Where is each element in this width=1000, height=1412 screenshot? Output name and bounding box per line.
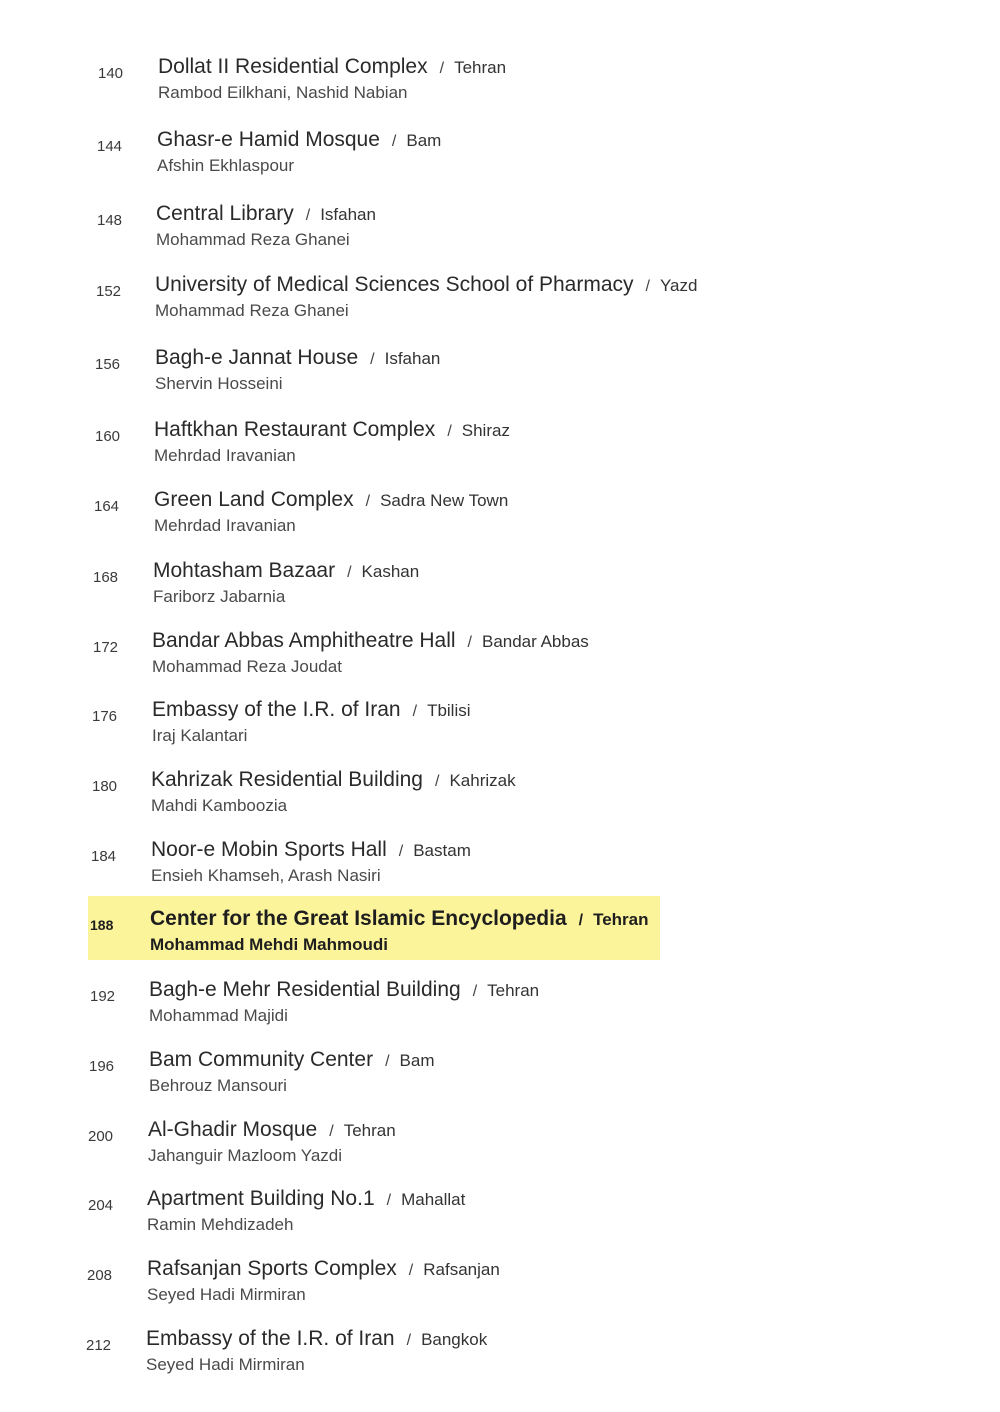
architect-name: Ensieh Khamseh, Arash Nasiri <box>151 866 381 885</box>
project-title: Bandar Abbas Amphitheatre Hall <box>152 629 456 652</box>
project-title: Dollat II Residential Complex <box>158 55 428 78</box>
city-name: Shiraz <box>461 421 510 440</box>
architect-name: Mehrdad Iravanian <box>154 446 296 465</box>
entry-title-line <box>150 907 649 931</box>
project-title: Apartment Building No.1 <box>147 1187 375 1210</box>
separator: / <box>408 1262 414 1279</box>
separator: / <box>329 1123 334 1140</box>
project-title: Al-Ghadir Mosque <box>148 1118 318 1141</box>
entry-title-line <box>153 559 419 583</box>
page-number: 140 <box>98 65 124 82</box>
entry-title-line <box>149 978 539 1002</box>
project-title: Kahrizak Residential Building <box>151 768 423 791</box>
architect-name: Mohammad Reza Joudat <box>152 657 342 676</box>
separator: / <box>398 843 404 860</box>
project-title: Green Land Complex <box>154 488 354 511</box>
page-number: 204 <box>88 1197 114 1214</box>
page-number: 156 <box>95 356 121 373</box>
architect-name: Shervin Hosseini <box>155 374 283 393</box>
project-title: Bagh-e Jannat House <box>155 346 359 369</box>
city-name: Tbilisi <box>427 701 471 720</box>
page-number: 212 <box>86 1337 112 1354</box>
separator: / <box>467 634 472 651</box>
separator: / <box>435 773 440 790</box>
entry-title-line <box>155 273 697 297</box>
page-number: 144 <box>97 138 123 155</box>
city-name: Yazd <box>659 276 698 295</box>
page-number: 176 <box>92 708 118 725</box>
architect-name: Seyed Hadi Mirmiran <box>147 1285 306 1304</box>
entry-title-line <box>151 768 516 792</box>
separator: / <box>439 60 445 77</box>
city-name: Bandar Abbas <box>481 632 589 651</box>
city-name: Tehran <box>593 910 649 929</box>
city-name: Sadra New Town <box>380 491 509 510</box>
entry-title-line <box>158 55 506 79</box>
page-number: 168 <box>93 569 119 586</box>
separator: / <box>365 493 371 510</box>
separator: / <box>391 133 397 150</box>
city-name: Mahallat <box>401 1190 466 1209</box>
separator: / <box>447 423 452 440</box>
separator: / <box>412 703 418 720</box>
city-name: Bam <box>399 1051 435 1070</box>
project-title: Noor-e Mobin Sports Hall <box>151 838 387 861</box>
separator: / <box>347 564 352 581</box>
page-number: 184 <box>91 848 117 865</box>
entry-title-line <box>155 346 440 370</box>
architect-name: Iraj Kalantari <box>152 726 248 745</box>
project-title: Bam Community Center <box>149 1048 374 1071</box>
entry-title-line <box>146 1327 487 1351</box>
project-title: University of Medical Sciences School of Pharmacy <box>155 273 634 296</box>
page-number: 164 <box>94 498 120 515</box>
city-name: Bangkok <box>421 1330 488 1349</box>
city-name: Bam <box>406 131 442 150</box>
entry-title-line <box>154 488 508 512</box>
separator: / <box>645 278 650 295</box>
architect-name: Mohammad Reza Ghanei <box>156 230 350 249</box>
separator: / <box>578 912 584 929</box>
separator: / <box>385 1053 390 1070</box>
city-name: Isfahan <box>384 349 441 368</box>
architect-name: Seyed Hadi Mirmiran <box>146 1355 305 1374</box>
architect-name: Ramin Mehdizadeh <box>147 1215 294 1234</box>
page-number: 148 <box>97 212 123 229</box>
architect-name: Afshin Ekhlaspour <box>157 156 295 175</box>
project-title: Haftkhan Restaurant Complex <box>154 418 436 441</box>
separator: / <box>386 1192 392 1209</box>
architect-name: Mohammad Reza Ghanei <box>155 301 349 320</box>
entry-title-line <box>148 1118 396 1142</box>
city-name: Rafsanjan <box>423 1260 500 1279</box>
city-name: Tehran <box>343 1121 396 1140</box>
city-name: Kahrizak <box>449 771 516 790</box>
page-number: 160 <box>95 428 121 445</box>
separator: / <box>305 207 311 224</box>
page-number: 172 <box>93 639 119 656</box>
entry-title-line <box>151 838 471 862</box>
architect-name: Mohammad Mehdi Mahmoudi <box>150 935 388 954</box>
entry-title-line <box>152 698 471 722</box>
architect-name: Behrouz Mansouri <box>149 1076 287 1095</box>
entry-title-line <box>157 128 441 152</box>
architect-name: Rambod Eilkhani, Nashid Nabian <box>158 83 408 102</box>
project-title: Center for the Great Islamic Encyclopedia <box>150 907 567 930</box>
entry-title-line <box>152 629 589 653</box>
page-number: 152 <box>96 283 122 300</box>
architect-name: Mahdi Kamboozia <box>151 796 288 815</box>
project-title: Central Library <box>156 202 294 225</box>
separator: / <box>472 983 478 1000</box>
project-title: Embassy of the I.R. of Iran <box>146 1327 395 1350</box>
project-title: Bagh-e Mehr Residential Building <box>149 978 461 1001</box>
project-title: Mohtasham Bazaar <box>153 559 336 582</box>
page-number: 188 <box>90 917 114 933</box>
architect-name: Fariborz Jabarnia <box>153 587 286 606</box>
entry-title-line <box>149 1048 435 1072</box>
entry-title-line <box>147 1187 465 1211</box>
page-number: 180 <box>92 778 118 795</box>
entry-title-line <box>156 202 376 226</box>
page-number: 208 <box>87 1267 113 1284</box>
project-title: Embassy of the I.R. of Iran <box>152 698 401 721</box>
city-name: Tehran <box>454 58 507 77</box>
page-number: 196 <box>89 1058 115 1075</box>
city-name: Bastam <box>413 841 471 860</box>
city-name: Tehran <box>487 981 540 1000</box>
architect-name: Mohammad Majidi <box>149 1006 288 1025</box>
architect-name: Jahanguir Mazloom Yazdi <box>148 1146 343 1165</box>
page-number: 192 <box>90 988 116 1005</box>
architect-name: Mehrdad Iravanian <box>154 516 296 535</box>
project-title: Rafsanjan Sports Complex <box>147 1257 397 1280</box>
page-number: 200 <box>88 1128 114 1145</box>
project-title: Ghasr-e Hamid Mosque <box>157 128 380 151</box>
separator: / <box>406 1332 412 1349</box>
separator: / <box>370 351 375 368</box>
entry-title-line <box>147 1257 500 1281</box>
city-name: Isfahan <box>320 205 376 224</box>
city-name: Kashan <box>361 562 420 581</box>
entry-title-line <box>154 418 510 442</box>
